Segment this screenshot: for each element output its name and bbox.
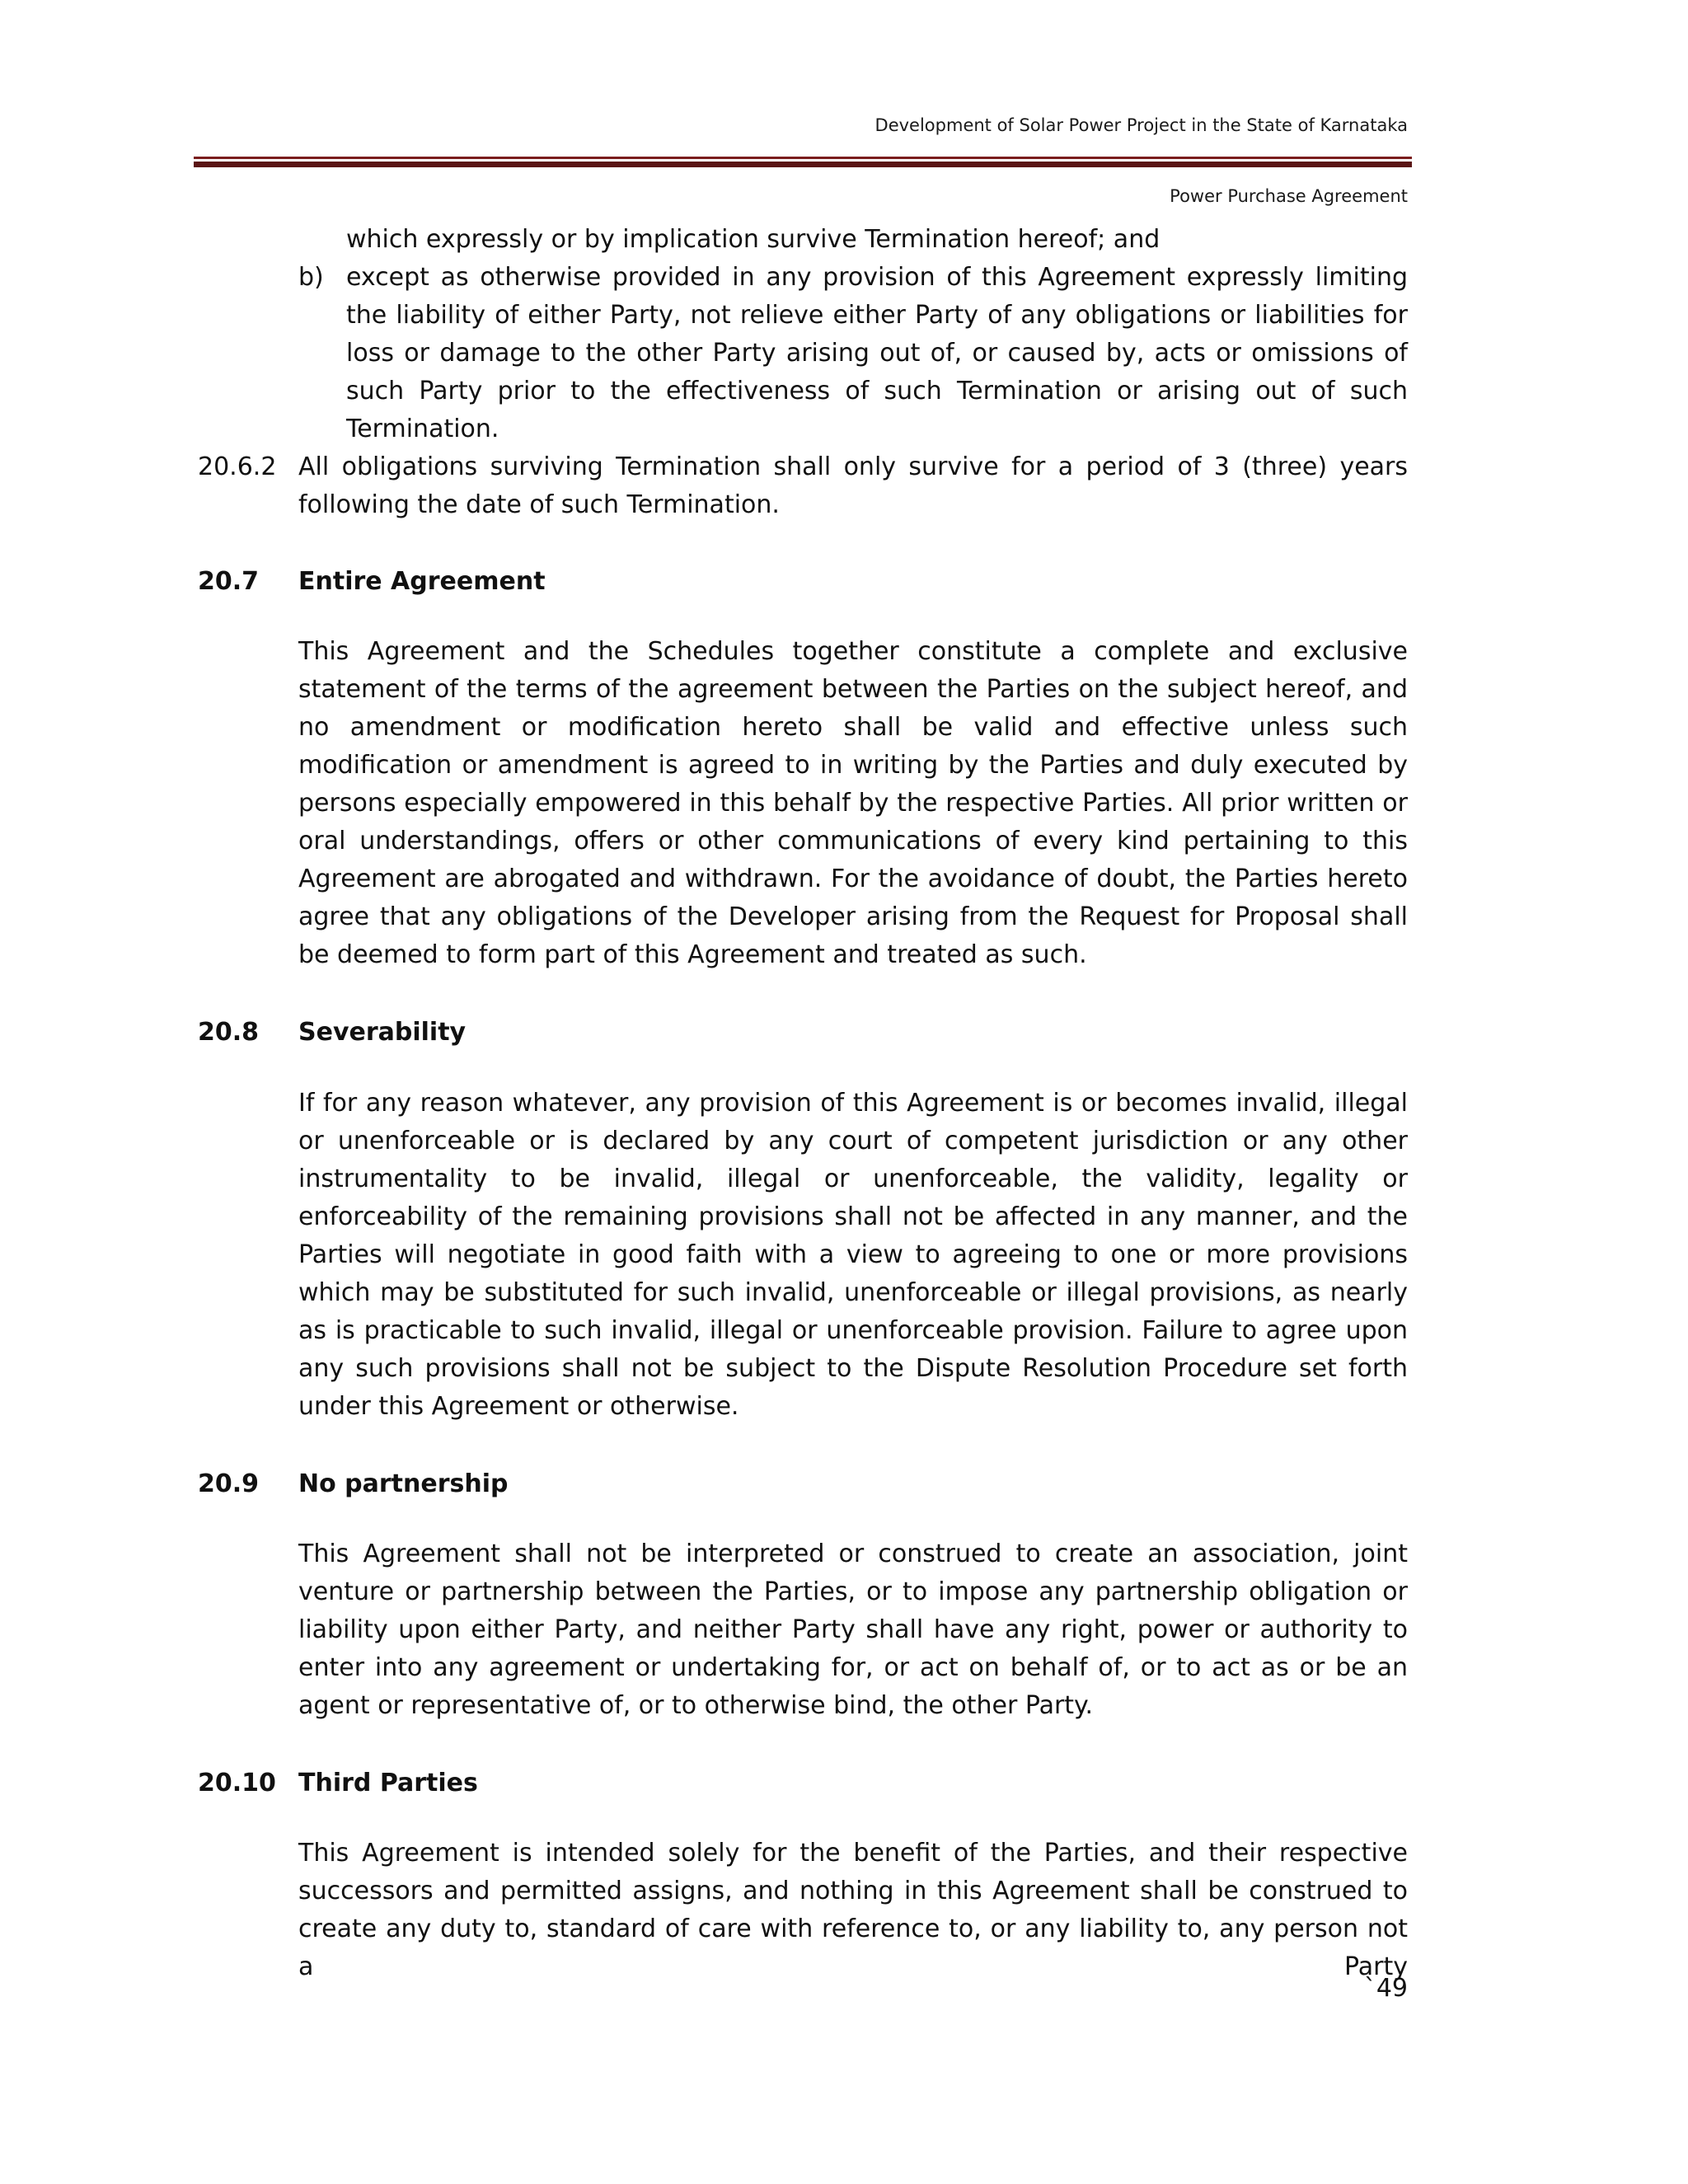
section-heading: Severability (298, 1018, 467, 1047)
section-body: This Agreement is intended solely for the benefit of the Parties, and their respective successors and permitted assigns, and nothing in this Agreement shall be construed to create any duty to, standard of care with reference to, or any liability to, any person not a Party (298, 1839, 1408, 1981)
section-body: This Agreement shall not be interpreted or construed to create an association, joint venture or partnership between the Parties, or to impose any partnership obligation or liability upon either Party, and neither Party shall have any right, power or authority to enter into any agreement or undertaking for, or act on behalf of, or to act as or be an agent or representative of, or to otherwise bind, the other Party. (298, 1540, 1408, 1720)
section-heading: Third Parties (298, 1769, 478, 1797)
header-title: Development of Solar Power Project in the State of Karnataka (874, 115, 1408, 135)
section-heading: Entire Agreement (298, 567, 546, 596)
clause-text: All obligations surviving Termination shall only survive for a period of 3 (three) years following the date of such Termination. (298, 452, 1408, 519)
header-subtitle: Power Purchase Agreement (1170, 186, 1408, 206)
section-number: 20.7 (198, 567, 260, 596)
section-number: 20.9 (198, 1469, 260, 1498)
page-number: `49 (1363, 1974, 1408, 2003)
section-number: 20.10 (198, 1769, 276, 1797)
section-body: This Agreement and the Schedules together constitute a complete and exclusive statement of the terms of the agreement between the Parties on the subject hereof, and no amendment or modification hereto shall be valid and effective unless such modification or amendment is agreed to in writing by the Parties and duly executed by persons especially empowered in this behalf by the respective Parties. All prior written or oral understandings, offers or other communications of every kind pertaining to this Agreement are abrogated and withdrawn. For the avoidance of doubt, the Parties hereto agree that any obligations of the Developer arising from the Request for Proposal shall be deemed to form part of this Agreement and treated as such. (298, 637, 1408, 969)
continuation-line: which expressly or by implication survive Termination hereof; and (346, 225, 1160, 254)
section-number: 20.8 (198, 1018, 260, 1047)
list-marker-b: b) (298, 263, 324, 292)
header-rule-thick (194, 162, 1412, 167)
list-item-b: except as otherwise provided in any provision of this Agreement expressly limiting the liability of either Party, not relieve either Party of any obligations or liabilities for loss or damage to the other Party arising out of, or caused by, acts or omissions of such Party prior to the effectiveness of such Termination or arising out of such Termination. (346, 263, 1408, 443)
header-rule-thin (194, 157, 1412, 159)
section-heading: No partnership (298, 1469, 509, 1498)
section-body: If for any reason whatever, any provision of this Agreement is or becomes invalid, illegal or unenforceable or is declared by any court of competent jurisdiction or any other instrumentality to be invalid, illegal or unenforceable, the validity, legality or enforceability of the remaining provisions shall not be affected in any manner, and the Parties will negotiate in good faith with a view to agreeing to one or more provisions which may be substituted for such invalid, unenforceable or illegal provisions, as nearly as is practicable to such invalid, illegal or unenforceable provision. Failure to agree upon any such provisions shall not be subject to the Dispute Resolution Procedure set forth under this Agreement or otherwise. (298, 1089, 1408, 1421)
clause-number: 20.6.2 (198, 452, 277, 481)
